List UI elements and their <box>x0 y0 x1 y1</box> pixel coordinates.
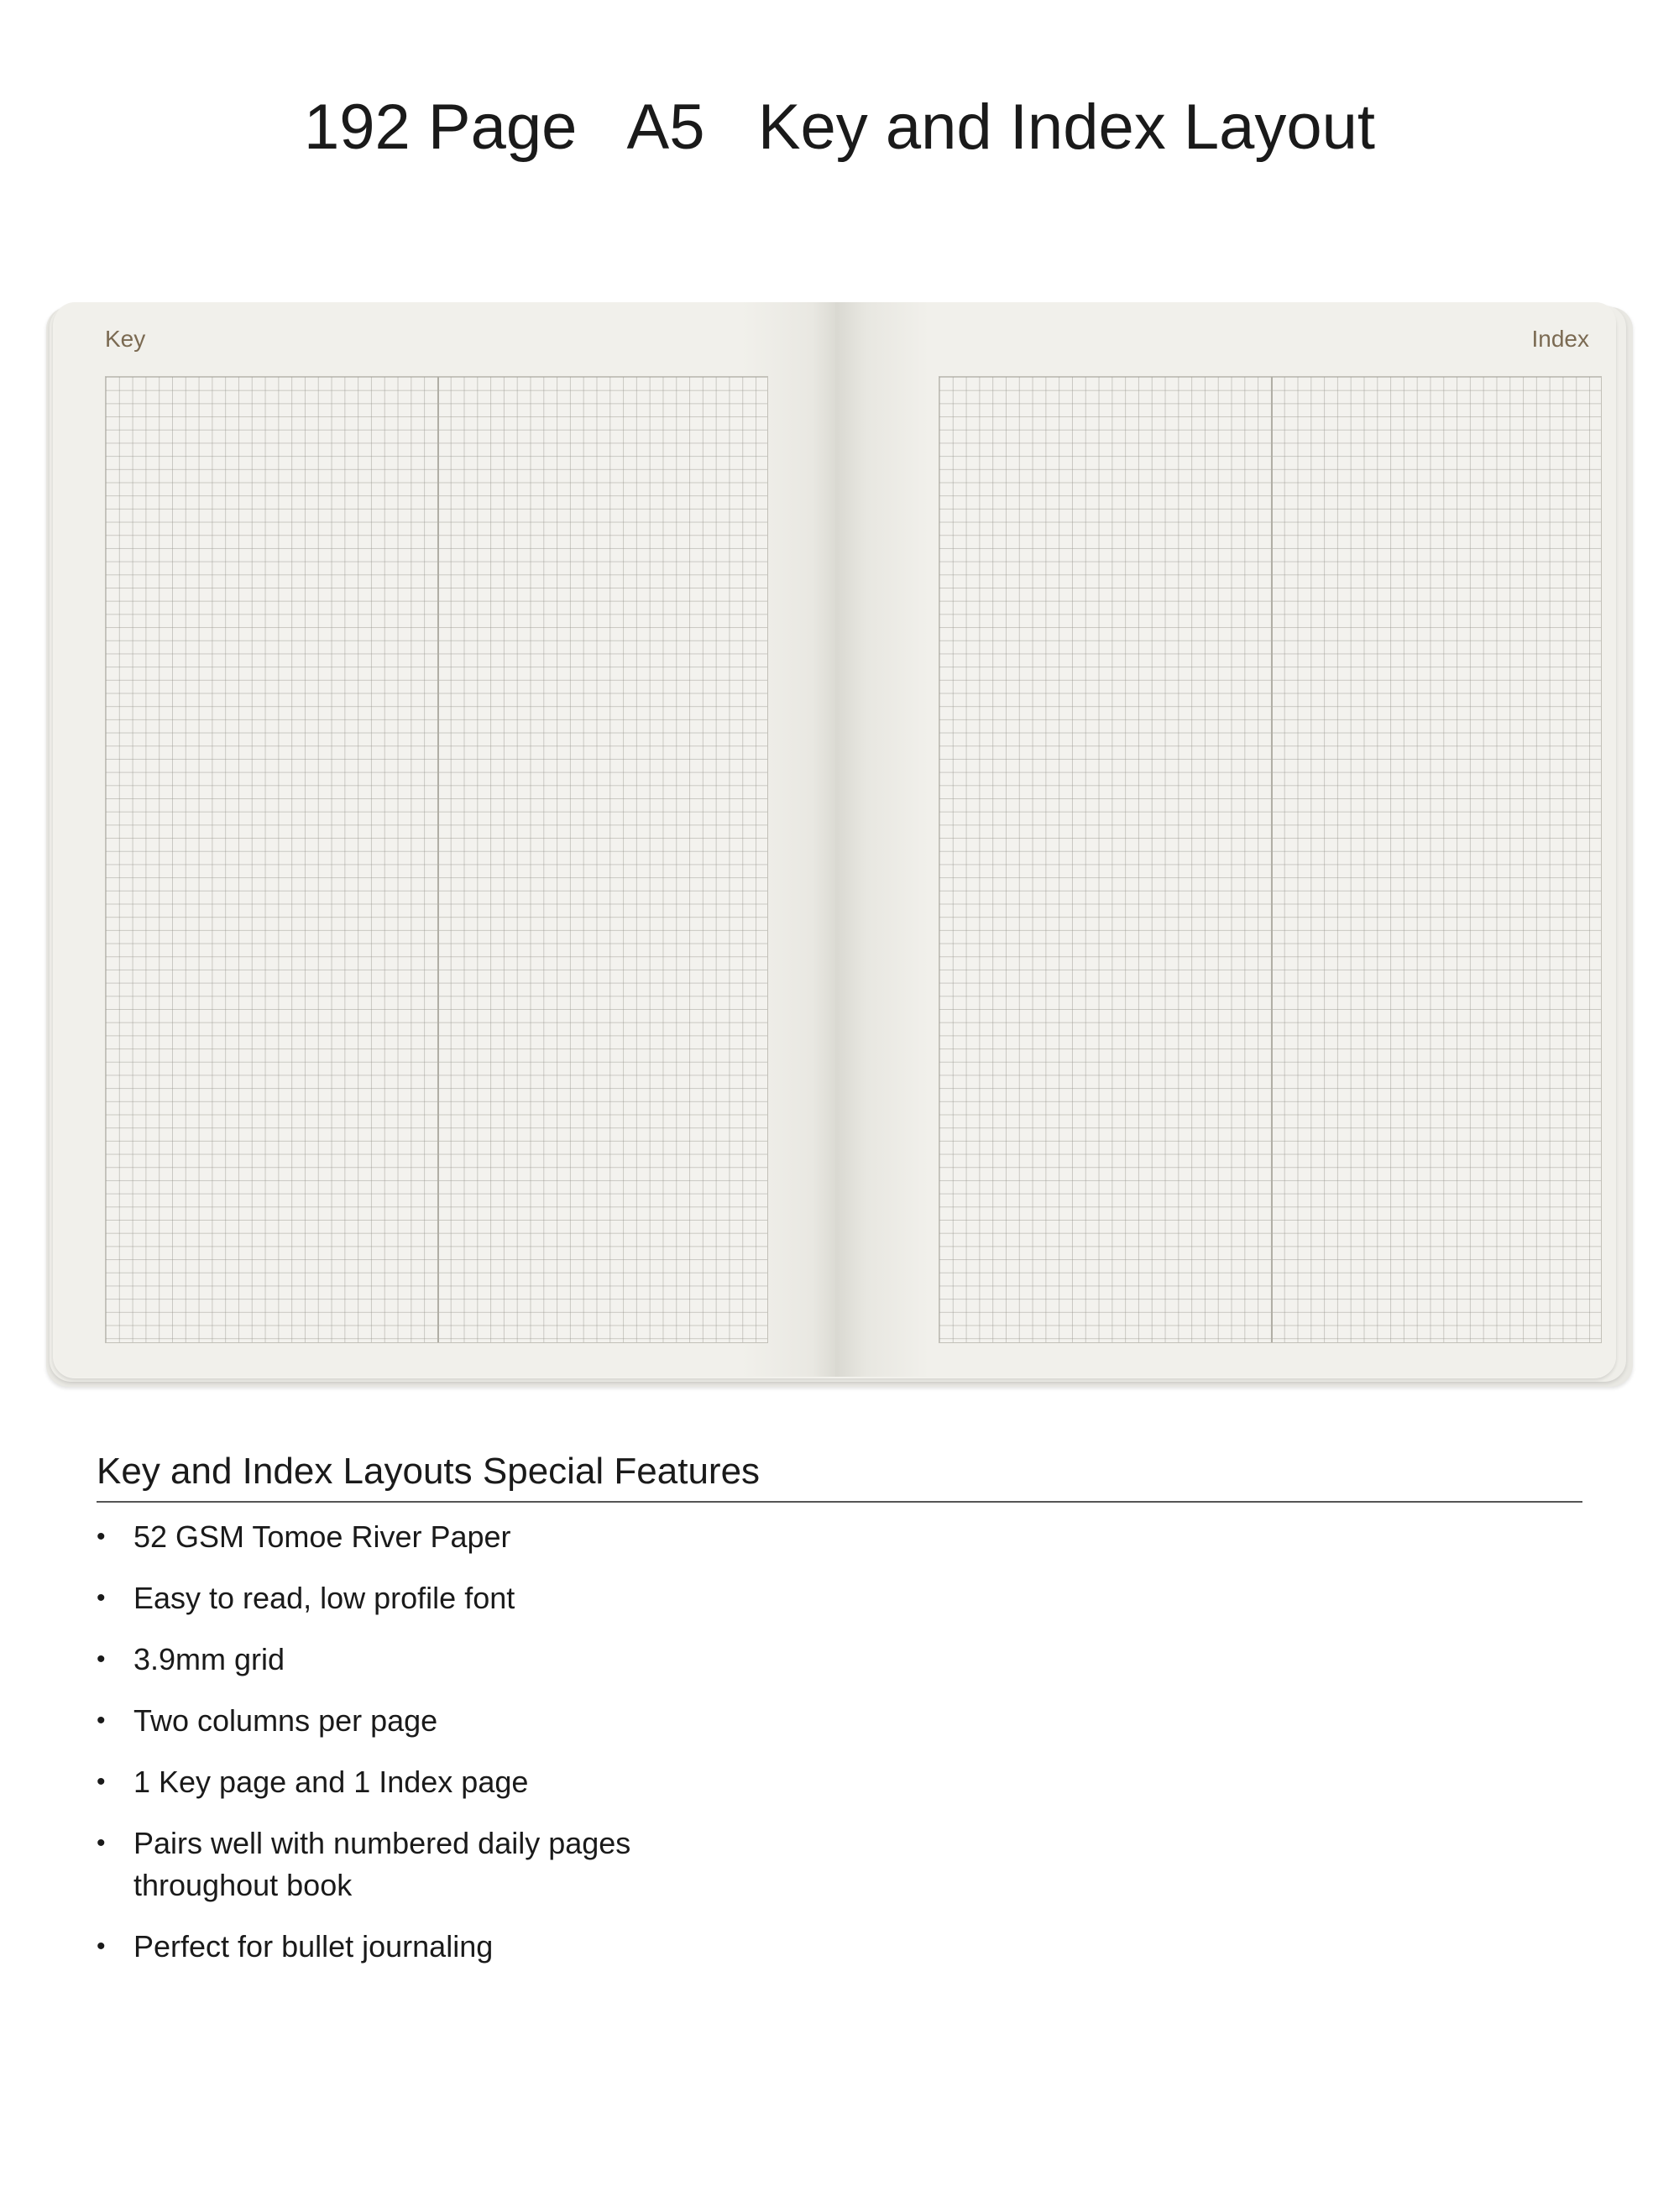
feature-item <box>97 1516 772 1558</box>
feature-item <box>97 1639 772 1681</box>
feature-item <box>97 1822 772 1906</box>
key-grid <box>105 376 768 1343</box>
bullet-icon: • <box>97 1829 106 1857</box>
index-page <box>835 302 1616 1377</box>
feature-text: Perfect for bullet journaling <box>133 1929 494 1964</box>
feature-text: Two columns per page <box>133 1703 438 1738</box>
bullet-icon: • <box>97 1645 106 1673</box>
feature-list <box>97 1516 1582 1968</box>
bullet-icon: • <box>97 1584 106 1612</box>
bullet-icon: • <box>97 1707 106 1734</box>
feature-text: Pairs well with numbered daily pages throughout book <box>133 1826 631 1902</box>
feature-text: 52 GSM Tomoe River Paper <box>133 1519 511 1554</box>
column-divider <box>1271 377 1273 1342</box>
bullet-icon: • <box>97 1932 106 1960</box>
bullet-icon: • <box>97 1523 106 1550</box>
features-heading: Key and Index Layouts Special Features <box>97 1451 1582 1503</box>
key-page <box>55 302 835 1377</box>
index-grid <box>939 376 1602 1343</box>
feature-item <box>97 1700 772 1742</box>
feature-item <box>97 1577 772 1619</box>
page-title: 192 Page A5 Key and Index Layout <box>303 92 1376 163</box>
feature-text: 1 Key page and 1 Index page <box>133 1765 529 1799</box>
feature-item <box>97 1926 772 1968</box>
bullet-icon: • <box>97 1768 106 1796</box>
feature-item <box>97 1761 772 1803</box>
key-page-label: Key <box>105 326 146 352</box>
index-page-label: Index <box>1531 326 1589 352</box>
feature-text: 3.9mm grid <box>133 1642 285 1676</box>
column-divider <box>437 377 439 1342</box>
notebook-spread <box>46 302 1633 1387</box>
features-section <box>97 1451 1582 1987</box>
feature-text: Easy to read, low profile font <box>133 1581 515 1615</box>
